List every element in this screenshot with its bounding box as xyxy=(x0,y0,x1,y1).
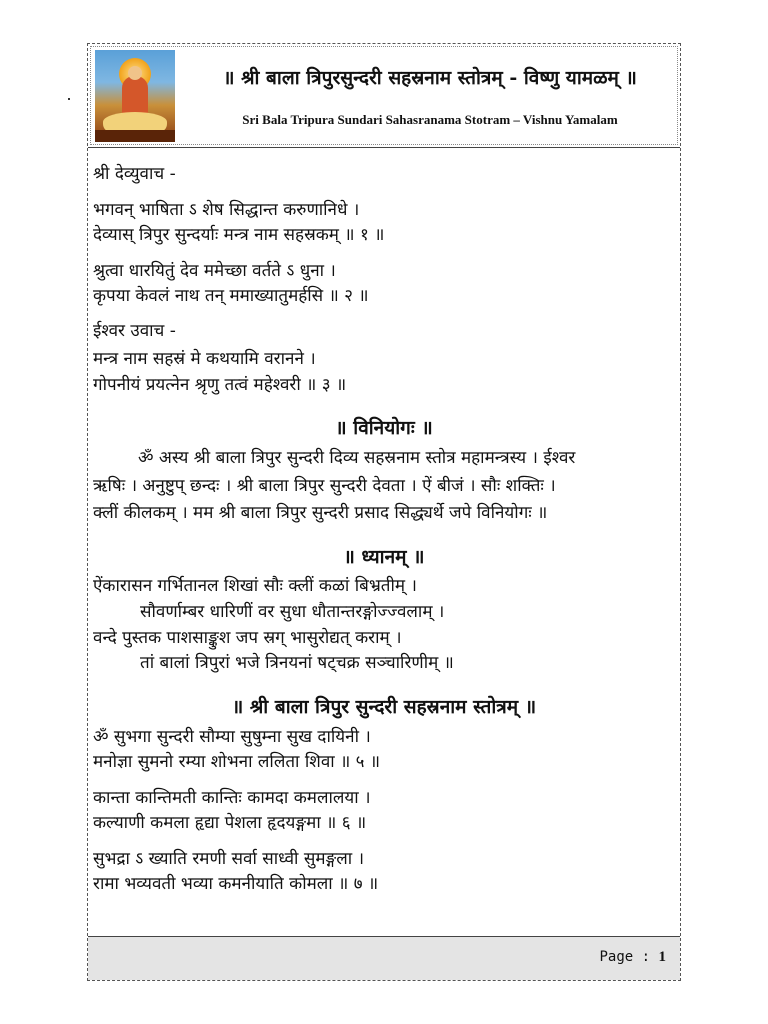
stotram-line: सुभद्रा ऽ ख्याति रमणी सर्वा साध्वी सुमङ्गला । xyxy=(93,849,365,869)
figure-face-shape xyxy=(128,66,142,80)
title-english: Sri Bala Tripura Sundari Sahasranama Stotram – Vishnu Yamalam xyxy=(242,112,618,127)
verse-line: भगवन् भाषिता ऽ शेष सिद्धान्त करुणानिधे । xyxy=(93,200,360,220)
verse-line: कृपया केवलं नाथ तन् ममाख्यातुमर्हसि ॥ २ ॥ xyxy=(93,286,369,306)
verse-line: गोपनीयं प्रयत्नेन श्रृणु तत्वं महेश्वरी ॥ ३ ॥ xyxy=(93,375,347,395)
verse-line: देव्यास् त्रिपुर सुन्दर्याः मन्त्र नाम सहस्रकम् ॥ १ ॥ xyxy=(93,225,385,245)
viniyoga-line: ऋषिः । अनुष्टुप् छन्दः । श्री बाला त्रिपुर सुन्दरी देवता । ऐं बीजं । सौः शक्तिः । xyxy=(93,476,556,496)
deity-picture xyxy=(95,50,175,142)
page-number xyxy=(599,949,666,966)
page-header xyxy=(88,44,680,148)
verse-line: श्री देव्युवाच - xyxy=(93,164,176,184)
dhyanam-line: वन्दे पुस्तक पाशसाङ्कुश जप स्रग् भासुरोद्यत् कराम् । xyxy=(93,628,402,648)
stray-dot xyxy=(68,98,70,100)
stotram-line: कल्याणी कमला हृद्या पेशला हृदयङ्गमा ॥ ६ ॥ xyxy=(93,813,367,833)
section-heading-stotram: ॥ श्री बाला त्रिपुर सुन्दरी सहस्रनाम स्तोत्रम् ॥ xyxy=(231,696,537,718)
dhyanam-line: सौवर्णाम्बर धारिणीं वर सुधा धौतान्तरङ्गोज्ज्वलाम् । xyxy=(140,602,445,622)
stotram-line: ॐ सुभगा सुन्दरी सौम्या सुषुम्ना सुख दायिनी । xyxy=(93,727,371,747)
stotram-line: कान्ता कान्तिमती कान्तिः कामदा कमलालया । xyxy=(93,788,371,808)
viniyoga-line: क्लीं कीलकम् । मम श्री बाला त्रिपुर सुन्दरी प्रसाद सिद्ध्यर्थे जपे विनियोगः ॥ xyxy=(93,503,548,523)
lotus-shape xyxy=(103,112,167,132)
pedestal-shape xyxy=(95,130,175,142)
stotram-line: मनोज्ञा सुमनो रम्या शोभना ललिता शिवा ॥ ५ ॥ xyxy=(93,752,381,772)
page-label: Page : xyxy=(599,949,651,965)
figure-body-shape xyxy=(122,76,148,116)
section-heading-dhyanam: ॥ ध्यानम् ॥ xyxy=(343,546,425,568)
header-border xyxy=(90,46,678,145)
viniyoga-line: ॐ अस्य श्री बाला त्रिपुर सुन्दरी दिव्य सहस्रनाम स्तोत्र महामन्त्रस्य । ईश्वर xyxy=(138,448,576,468)
stotram-line: रामा भव्यवती भव्या कमनीयाति कोमला ॥ ७ ॥ xyxy=(93,874,379,894)
page-content xyxy=(88,148,680,934)
title-devanagari: ॥ श्री बाला त्रिपुरसुन्दरी सहस्रनाम स्तोत्रम् - विष्णु यामळम् ॥ xyxy=(223,67,637,89)
verse-line: श्रुत्वा धारयितुं देव ममेच्छा वर्तते ऽ धुना । xyxy=(93,261,336,281)
section-heading-viniyoga: ॥ विनियोगः ॥ xyxy=(335,417,433,439)
dhyanam-line: ऐंकारासन गर्भितानल शिखां सौः क्लीं कळां बिभ्रतीम् । xyxy=(93,576,417,596)
verse-line: ईश्वर उवाच - xyxy=(93,321,176,341)
page-footer xyxy=(88,936,680,980)
page-frame xyxy=(87,43,681,981)
page-number-value: 1 xyxy=(658,949,666,965)
verse-line: मन्त्र नाम सहस्रं मे कथयामि वरानने । xyxy=(93,349,316,369)
dhyanam-line: तां बालां त्रिपुरां भजे त्रिनयनां षट्चक्र सञ्चारिणीम् ॥ xyxy=(140,653,454,673)
